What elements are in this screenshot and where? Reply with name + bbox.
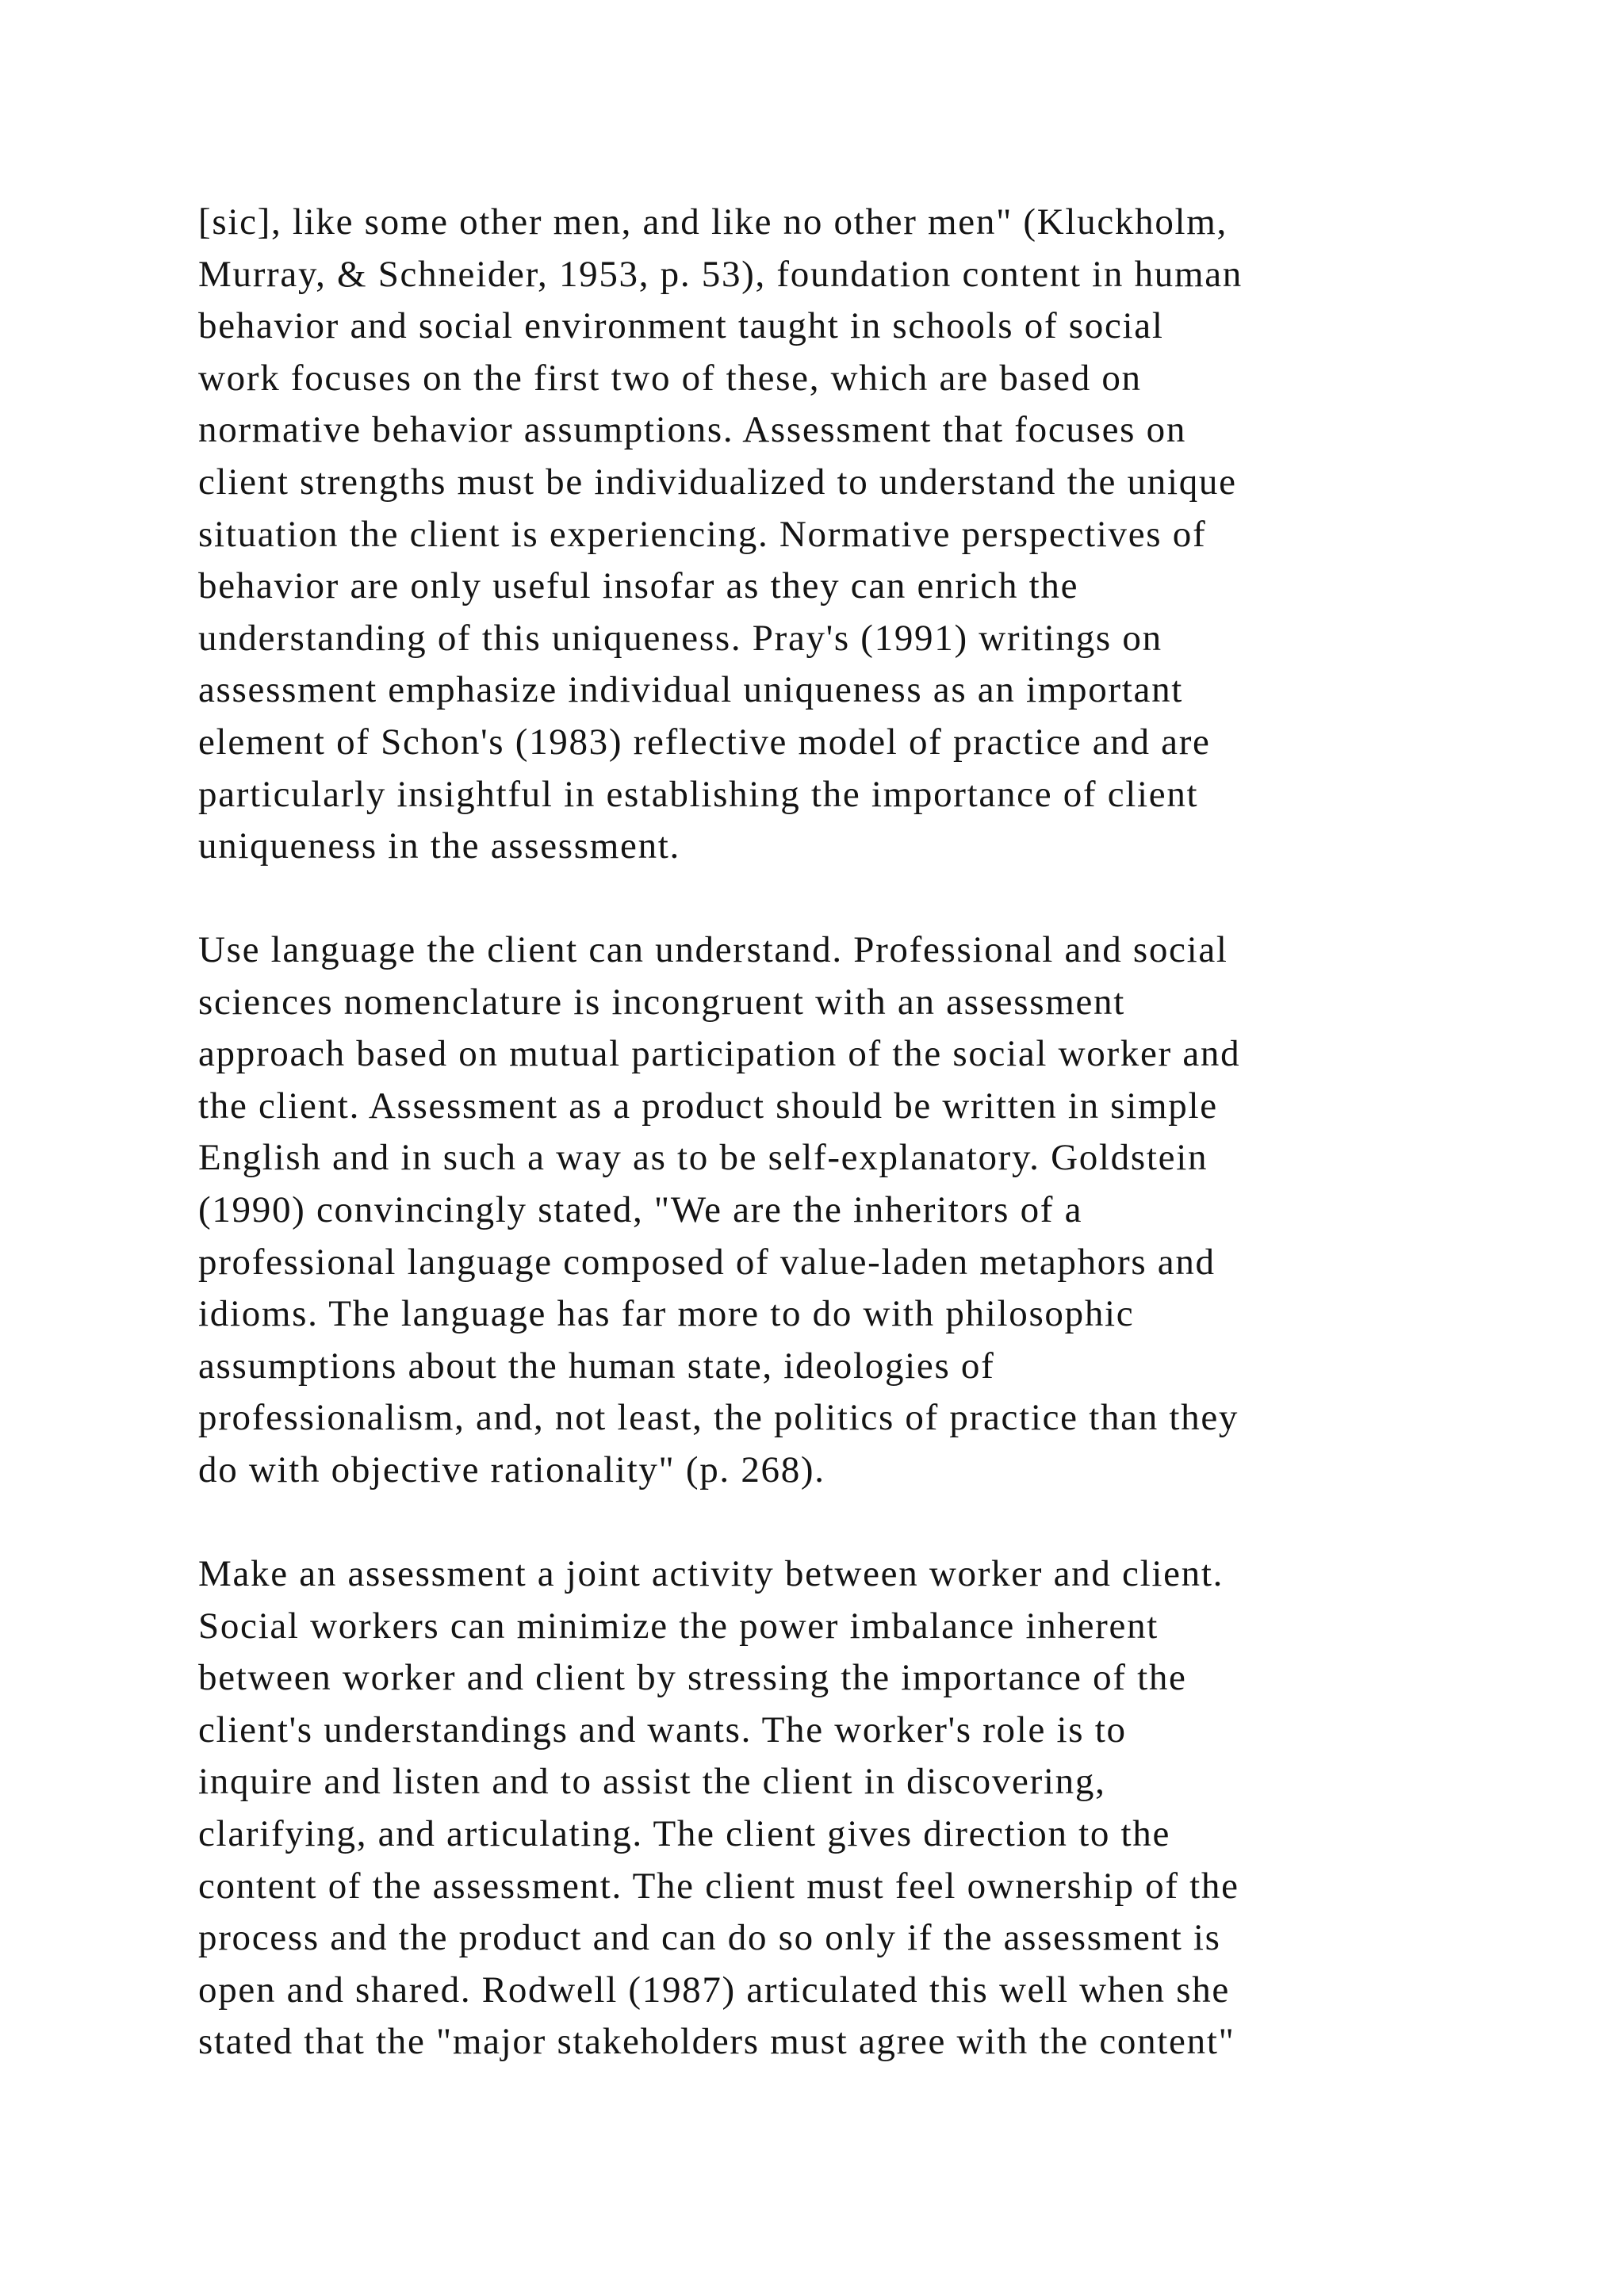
paragraph-line: uniqueness in the assessment. — [198, 825, 680, 867]
paragraph-line: idioms. The language has far more to do with philosophic — [198, 1293, 1135, 1335]
paragraph-line: do with objective rationality" (p. 268). — [198, 1448, 825, 1490]
paragraph-line: assumptions about the human state, ideologies of — [198, 1345, 995, 1387]
paragraph-line: English and in such a way as to be self-explanatory. Goldstein — [198, 1137, 1208, 1179]
paragraph-line: particularly insightful in establishing the importance of client — [198, 773, 1199, 815]
paragraph-line: Murray, & Schneider, 1953, p. 53), foundation content in human — [198, 253, 1243, 295]
paragraph-line: Make an assessment a joint activity between worker and client. — [198, 1553, 1224, 1594]
paragraph-line: content of the assessment. The client must feel ownership of the — [198, 1865, 1239, 1907]
paragraph-line: between worker and client by stressing the importance of the — [198, 1657, 1187, 1699]
paragraph-line: behavior and social environment taught in schools of social — [198, 305, 1164, 347]
paragraph-line: client's understandings and wants. The worker's role is to — [198, 1709, 1127, 1751]
paragraph-joint-assessment — [198, 1548, 1530, 2068]
paragraph-line: open and shared. Rodwell (1987) articulated this well when she — [198, 1969, 1230, 2011]
paragraph-line: process and the product and can do so only if the assessment is — [198, 1917, 1221, 1959]
paragraph-line: client strengths must be individualized to understand the unique — [198, 461, 1237, 503]
paragraph-line: behavior are only useful insofar as they can enrich the — [198, 565, 1079, 607]
paragraph-line: professional language composed of value-laden metaphors and — [198, 1241, 1216, 1283]
paragraph-line: professionalism, and, not least, the politics of practice than they — [198, 1397, 1239, 1439]
paragraph-line: work focuses on the first two of these, which are based on — [198, 357, 1142, 399]
paragraph-line: approach based on mutual participation of the social worker and — [198, 1033, 1241, 1075]
paragraph-line: element of Schon's (1983) reflective model of practice and are — [198, 721, 1211, 763]
paragraph-line: sciences nomenclature is incongruent with an assessment — [198, 981, 1125, 1023]
paragraph-line: understanding of this uniqueness. Pray's (1991) writings on — [198, 617, 1162, 659]
paragraph-line: clarifying, and articulating. The client gives direction to the — [198, 1812, 1171, 1854]
paragraph-line: situation the client is experiencing. Normative perspectives of — [198, 513, 1207, 555]
paragraph-line: [sic], like some other men, and like no other men" (Kluckholm, — [198, 201, 1228, 243]
paragraph-line: normative behavior assumptions. Assessment that focuses on — [198, 409, 1187, 451]
paragraph-line: assessment emphasize individual uniqueness as an important — [198, 669, 1184, 711]
paragraph-line: Use language the client can understand. Professional and social — [198, 929, 1228, 970]
paragraph-line: the client. Assessment as a product should be written in simple — [198, 1085, 1218, 1127]
paragraph-line: Social workers can minimize the power imbalance inherent — [198, 1605, 1159, 1647]
paragraph-client-language — [198, 924, 1530, 1497]
paragraph-client-uniqueness — [198, 197, 1530, 873]
paragraph-line: (1990) convincingly stated, "We are the inheritors of a — [198, 1188, 1083, 1230]
paragraph-line: inquire and listen and to assist the client in discovering, — [198, 1761, 1106, 1803]
paragraph-line: stated that the "major stakeholders must agree with the content" — [198, 2021, 1235, 2063]
